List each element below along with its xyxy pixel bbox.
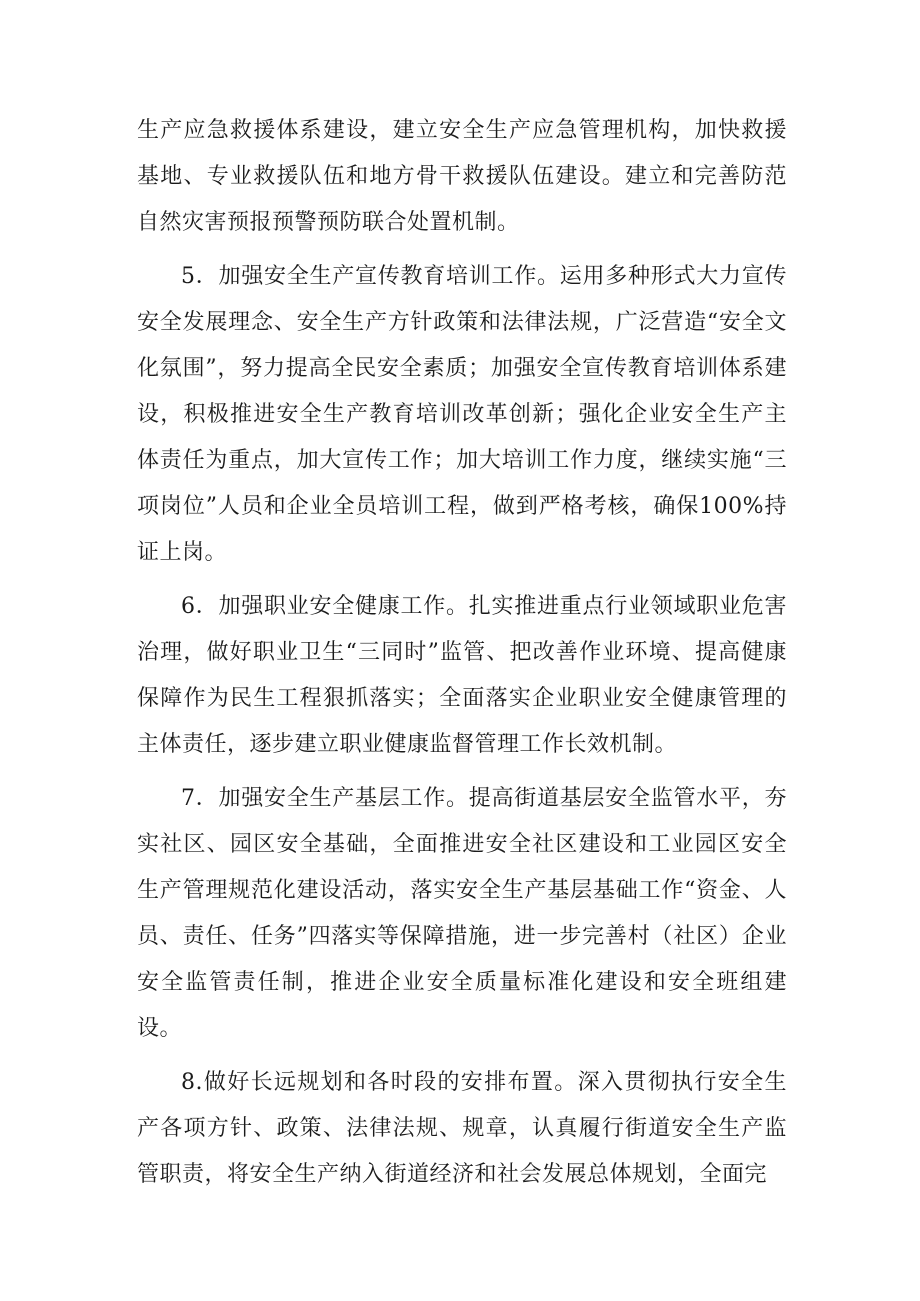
paragraph-item-8: 8.做好长远规划和各时段的安排布置。深入贯彻执行安全生产各项方针、政策、法律法规、规章，认真履行街道安全生产监管职责，将安全生产纳入街道经济和社会发展总体规划，全面完	[137, 1070, 787, 1187]
paragraph-item-7: 7．加强安全生产基层工作。提高街道基层安全监管水平，夯实社区、园区安全基础，全面推进安全社区建设和工业园区安全生产管理规范化建设活动，落实安全生产基层基础工作“资金、人员、责任、任务”四落实等保障措施，进一步完善村（社区）企业安全监管责任制，推进企业安全质量标准化建设和安全班组建设。	[137, 786, 787, 1041]
paragraph-item-6: 6．加强职业安全健康工作。扎实推进重点行业领域职业危害治理，做好职业卫生“三同时”监管、把改善作业环境、提高健康保障作为民生工程狠抓落实；全面落实企业职业安全健康管理的主体责任，逐步建立职业健康监督管理工作长效机制。	[137, 594, 787, 757]
paragraph-continuation: 生产应急救援体系建设，建立安全生产应急管理机构，加快救援基地、专业救援队伍和地方骨干救援队伍建设。建立和完善防范自然灾害预报预警预防联合处置机制。	[137, 118, 787, 235]
document-body	[137, 108, 787, 1198]
paragraph-item-5: 5．加强安全生产宣传教育培训工作。运用多种形式大力宣传安全发展理念、安全生产方针政策和法律法规，广泛营造“安全文化氛围”，努力提高全民安全素质；加强安全宣传教育培训体系建设，积极推进安全生产教育培训改革创新；强化企业安全生产主体责任为重点，加大宣传工作；加大培训工作力度，继续实施“三项岗位”人员和企业全员培训工程，做到严格考核，确保100%持证上岗。	[137, 264, 787, 565]
